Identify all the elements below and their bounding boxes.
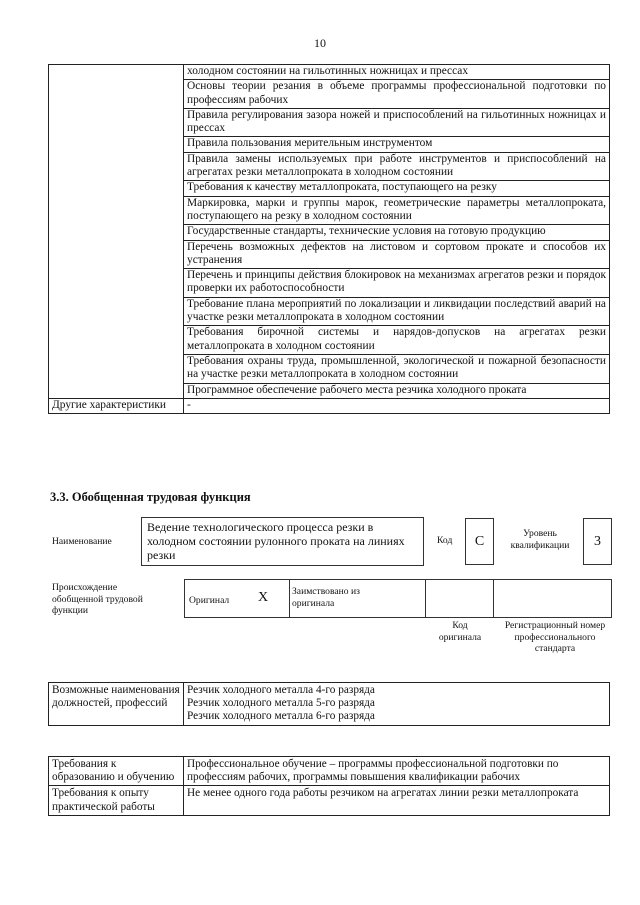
knowledge-item: Перечень и принципы действия блокировок на механизмах агрегатов резки и порядок проверки их работоспособности <box>184 269 610 298</box>
other-characteristics-label: Другие характеристики <box>49 398 184 413</box>
registration-number-label: Регистрационный номер профессионального стандарта <box>504 620 606 654</box>
divider <box>425 580 426 617</box>
knowledge-item: холодном состоянии на гильотинных ножницах и прессах <box>184 65 610 80</box>
divider <box>493 580 494 617</box>
knowledge-item: Перечень возможных дефектов на листовом и сортовом прокате и способов их устранения <box>184 240 610 269</box>
knowledge-item: Требования бирочной системы и нарядов-допусков на агрегатах резки металлопроката в холодном состоянии <box>184 326 610 355</box>
code-label: Код <box>437 535 453 546</box>
knowledge-item: Государственные стандарты, технические условия на готовую продукцию <box>184 225 610 240</box>
table-row <box>49 786 610 815</box>
knowledge-item: Требование плана мероприятий по локализации и ликвидации последствий аварий на участке резки металлопроката в холодном состоянии <box>184 297 610 326</box>
knowledge-item: Требования охраны труда, промышленной, экологической и пожарной безопасности на участке резки металлопроката в холодном состоянии <box>184 354 610 383</box>
borrowed-label: Заимствовано из оригинала <box>292 586 360 609</box>
knowledge-table <box>48 64 610 414</box>
other-characteristics-value: - <box>184 398 610 413</box>
function-name-value: Ведение технологического процесса резки в холодном состоянии рулонного проката на линиях резки <box>141 517 424 566</box>
table-row <box>49 757 610 786</box>
original-label: Оригинал <box>189 595 230 606</box>
knowledge-item: Правила пользования мерительным инструментом <box>184 137 610 152</box>
requirements-table <box>48 756 610 816</box>
education-label: Требования к образованию и обучению <box>49 757 184 786</box>
experience-label: Требования к опыту практической работы <box>49 786 184 815</box>
code-original-label: Код оригинала <box>438 620 482 643</box>
qualification-level-value: 3 <box>583 518 612 565</box>
knowledge-item: Требования к качеству металлопроката, поступающего на резку <box>184 181 610 196</box>
knowledge-item: Программное обеспечение рабочего места резчика холодного проката <box>184 383 610 398</box>
position-item: Резчик холодного металла 4-го разряда <box>187 684 375 696</box>
experience-value: Не менее одного года работы резчиком на агрегатах линии резки металлопроката <box>184 786 610 815</box>
positions-label: Возможные наименования должностей, профессий <box>49 683 184 726</box>
original-mark: Х <box>258 590 269 605</box>
divider <box>289 580 290 617</box>
knowledge-item: Правила регулирования зазора ножей и приспособлений на гильотинных ножницах и прессах <box>184 108 610 137</box>
positions-table <box>48 682 610 726</box>
origin-row <box>184 579 612 618</box>
education-value: Профессиональное обучение – программы профессиональной подготовки по профессиям рабочих, программы повышения квалификации рабочих <box>184 757 610 786</box>
origin-label: Происхождение обобщенной трудовой функции <box>52 582 143 616</box>
table-cell-empty <box>49 65 184 399</box>
qualification-level-label: Уровень квалификации <box>510 528 570 551</box>
page-number: 10 <box>314 36 326 50</box>
knowledge-item: Маркировка, марки и группы марок, геометрические параметры металлопроката, поступающего на резку в холодном состоянии <box>184 196 610 225</box>
name-label: Наименование <box>52 536 112 547</box>
position-item: Резчик холодного металла 5-го разряда <box>187 697 375 710</box>
table-row <box>49 683 610 726</box>
code-value: С <box>465 518 494 565</box>
position-item: Резчик холодного металла 6-го разряда <box>187 710 375 723</box>
positions-values <box>184 683 610 726</box>
table-row <box>49 65 610 80</box>
table-row <box>49 398 610 413</box>
knowledge-item: Основы теории резания в объеме программы профессиональной подготовки по профессиям рабочих <box>184 80 610 109</box>
section-heading: 3.3. Обобщенная трудовая функция <box>50 490 251 504</box>
knowledge-item: Правила замены используемых при работе инструментов и приспособлений на агрегатах резки металлопроката в холодном состоянии <box>184 152 610 181</box>
